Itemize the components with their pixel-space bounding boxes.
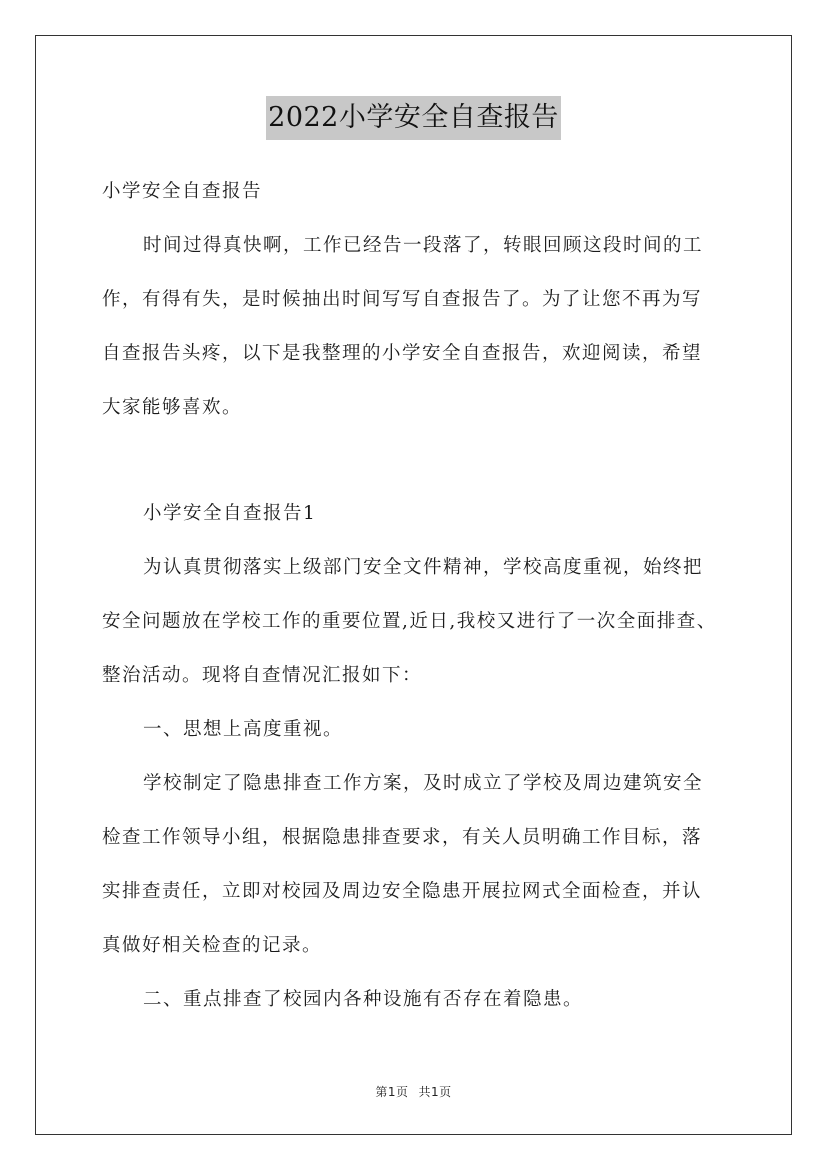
intro-paragraph-line: 大家能够喜欢。 <box>102 397 243 418</box>
section-paragraph-line: 安全问题放在学校工作的重要位置,近日,我校又进行了一次全面排查、 <box>102 611 717 632</box>
intro-paragraph-line: 时间过得真快啊，工作已经告一段落了，转眼回顾这段时间的工 <box>143 235 704 256</box>
point-paragraph-line: 实排查责任，立即对校园及周边安全隐患开展拉网式全面检查，并认 <box>102 881 703 902</box>
point-paragraph-line: 真做好相关检查的记录。 <box>102 935 323 956</box>
section-heading: 小学安全自查报告1 <box>143 503 317 524</box>
section-paragraph-line: 整治活动。现将自查情况汇报如下： <box>102 665 423 686</box>
point-heading: 一、思想上高度重视。 <box>143 719 344 740</box>
blank-line <box>102 435 742 487</box>
title-container <box>0 96 827 140</box>
document-title: 2022小学安全自查报告 <box>266 96 561 140</box>
intro-paragraph-line: 作，有得有失，是时候抽出时间写写自查报告了。为了让您不再为写 <box>102 289 703 310</box>
page-number: 第1页 <box>375 1085 409 1099</box>
document-body <box>102 165 742 1027</box>
section-paragraph-line: 为认真贯彻落实上级部门安全文件精神，学校高度重视，始终把 <box>143 557 704 578</box>
point-heading: 二、重点排查了校园内各种设施有否存在着隐患。 <box>143 989 584 1010</box>
point-paragraph-line: 检查工作领导小组，根据隐患排查要求，有关人员明确工作目标，落 <box>102 827 703 848</box>
document-subtitle: 小学安全自查报告 <box>102 181 263 202</box>
page-total: 共1页 <box>418 1085 452 1099</box>
page-footer <box>0 1083 827 1100</box>
point-paragraph-line: 学校制定了隐患排查工作方案，及时成立了学校及周边建筑安全 <box>143 773 704 794</box>
intro-paragraph-line: 自查报告头疼，以下是我整理的小学安全自查报告，欢迎阅读，希望 <box>102 343 703 364</box>
